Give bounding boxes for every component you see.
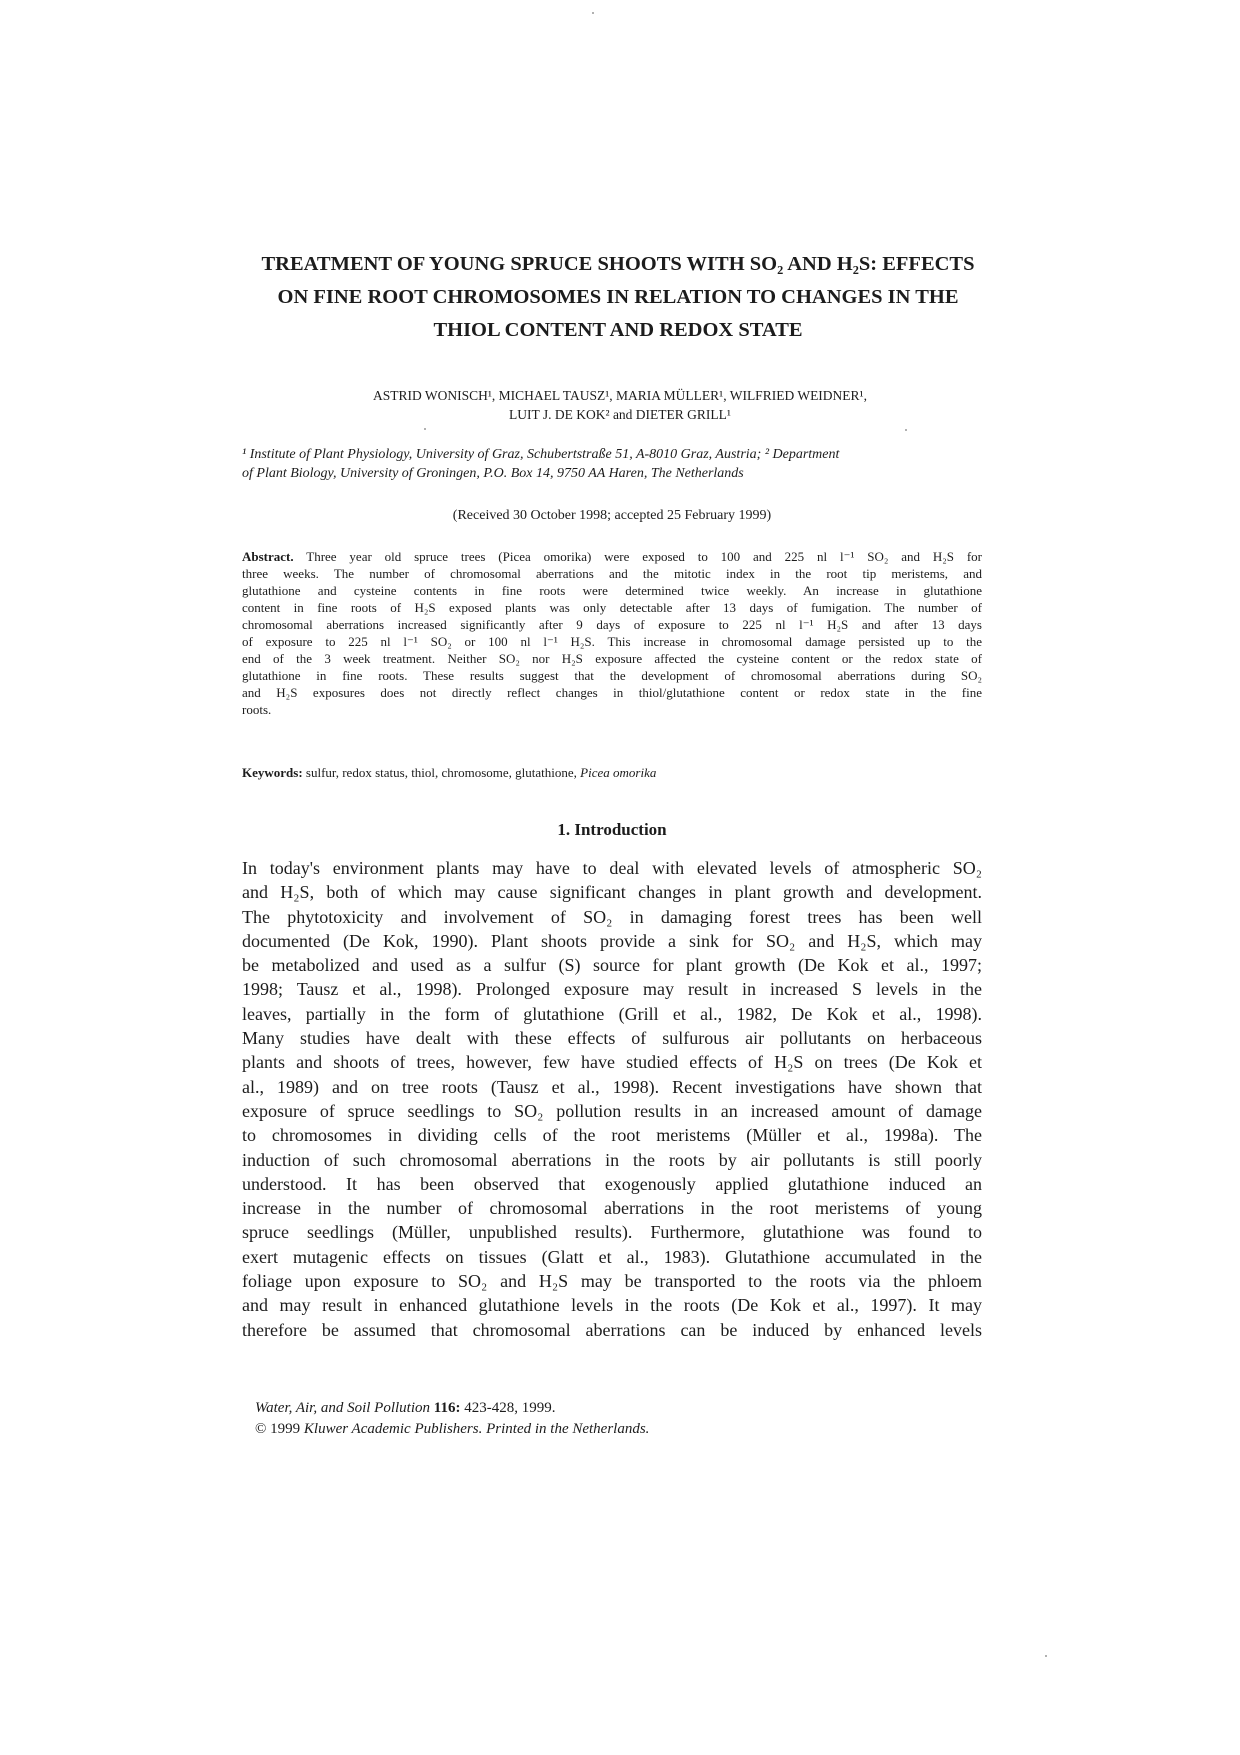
body-line: Many studies have dealt with these effects of sulfurous air pollutants on herbaceous	[242, 1028, 982, 1049]
body-line: 1998; Tausz et al., 1998). Prolonged exposure may result in increased S levels in the	[242, 979, 982, 1000]
copyright-line	[255, 1419, 649, 1440]
keywords-text: sulfur, redox status, thiol, chromosome, glutathione,	[305, 765, 577, 780]
body-line: exposure of spruce seedlings to SO₂ pollution results in an increased amount of damage	[242, 1100, 982, 1121]
body-line: exert mutagenic effects on tissues (Glatt et al., 1983). Glutathione accumulated in the	[242, 1246, 982, 1267]
body-line: leaves, partially in the form of glutathione (Grill et al., 1982, De Kok et al., 1998).	[242, 1003, 982, 1024]
author-list	[250, 386, 990, 424]
body-line: In today's environment plants may have to deal with elevated levels of atmospheric SO₂	[242, 858, 982, 878]
abstract-line: glutathione in fine roots. These results suggest that the development of chromosomal aberrations during SO₂	[242, 668, 982, 683]
body-line: The phytotoxicity and involvement of SO₂ in damaging forest trees has been well	[242, 906, 982, 927]
abstract-line: glutathione and cysteine contents in fine roots were determined twice weekly. An increase in glutathione	[242, 583, 982, 598]
keywords	[242, 765, 982, 781]
abstract	[242, 548, 982, 718]
section-heading: 1. Introduction	[557, 820, 667, 839]
body-line: and may result in enhanced glutathione levels in the roots (De Kok et al., 1997). It may	[242, 1295, 982, 1316]
publisher-note: Kluwer Academic Publishers. Printed in the Netherlands.	[303, 1421, 650, 1437]
scan-speck	[1045, 1655, 1047, 1657]
affiliation-line: of Plant Biology, University of Groningen, P.O. Box 14, 9750 AA Haren, The Netherlands	[242, 466, 744, 481]
body-line: plants and shoots of trees, however, few have studied effects of H₂S on trees (De Kok et	[242, 1052, 982, 1073]
body-line: al., 1989) and on tree roots (Tausz et al., 1998). Recent investigations have shown that	[242, 1076, 982, 1097]
body-line: spruce seedlings (Müller, unpublished results). Furthermore, glutathione was found to	[242, 1222, 982, 1243]
abstract-line: content in fine roots of H₂S exposed plants was only detectable after 13 days of fumigation. The number of	[242, 600, 982, 615]
paper-title	[238, 248, 998, 347]
body-line: induction of such chromosomal aberrations in the roots by air pollutants is still poorly	[242, 1149, 982, 1170]
abstract-line	[242, 548, 982, 565]
body-line: and H₂S, both of which may cause significant changes in plant growth and development.	[242, 882, 982, 903]
body-line: be metabolized and used as a sulfur (S) source for plant growth (De Kok et al., 1997;	[242, 955, 982, 976]
scan-speck	[592, 12, 594, 14]
scan-speck	[905, 429, 907, 431]
body-line: therefore be assumed that chromosomal aberrations can be induced by enhanced levels	[242, 1319, 982, 1340]
citation-footer	[255, 1398, 649, 1440]
journal-volume: 116:	[433, 1400, 461, 1416]
abstract-line: of exposure to 225 nl l⁻¹ SO₂ or 100 nl l⁻¹ H₂S. This increase in chromosomal damage persisted up to the	[242, 634, 982, 649]
body-line: increase in the number of chromosomal aberrations in the root meristems of young	[242, 1198, 982, 1219]
scan-speck	[424, 428, 426, 430]
abstract-text: Three year old spruce trees (Picea omorika) were exposed to 100 and 225 nl l⁻¹ SO₂ and H₂S for	[306, 549, 983, 564]
abstract-line: and H₂S exposures does not directly reflect changes in thiol/glutathione content or redox state in the fine	[242, 685, 982, 700]
introduction-text	[242, 856, 982, 1342]
title-line: TREATMENT OF YOUNG SPRUCE SHOOTS WITH SO₂ AND H₂S: EFFECTS	[261, 253, 975, 275]
copyright-mark: © 1999	[255, 1421, 301, 1437]
keywords-label: Keywords:	[242, 765, 303, 780]
body-line: foliage upon exposure to SO₂ and H₂S may be transported to the roots via the phloem	[242, 1271, 982, 1292]
affiliations	[242, 445, 982, 483]
abstract-line: end of the 3 week treatment. Neither SO₂ nor H₂S exposure affected the cysteine content or the redox state of	[242, 651, 982, 666]
journal-citation	[255, 1398, 649, 1419]
body-line: to chromosomes in dividing cells of the root meristems (Müller et al., 1998a). The	[242, 1125, 982, 1146]
author-line: LUIT J. DE KOK² and DIETER GRILL¹	[509, 407, 731, 422]
abstract-label: Abstract.	[242, 549, 294, 564]
abstract-line: three weeks. The number of chromosomal aberrations and the mitotic index in the root tip meristems, and	[242, 566, 982, 581]
body-line: documented (De Kok, 1990). Plant shoots provide a sink for SO₂ and H₂S, which may	[242, 930, 982, 951]
author-line: ASTRID WONISCH¹, MICHAEL TAUSZ¹, MARIA MÜLLER¹, WILFRIED WEIDNER¹,	[373, 388, 867, 403]
received-dates: (Received 30 October 1998; accepted 25 February 1999)	[452, 508, 772, 523]
journal-pages-year: 423-428, 1999.	[464, 1400, 556, 1416]
abstract-line: roots.	[242, 702, 272, 717]
title-line: ON FINE ROOT CHROMOSOMES IN RELATION TO CHANGES IN THE	[277, 286, 959, 308]
affiliation-line: ¹ Institute of Plant Physiology, University of Graz, Schubertstraße 51, A-8010 Graz, Austria; ² Department	[242, 447, 840, 462]
journal-name: Water, Air, and Soil Pollution	[255, 1400, 431, 1416]
title-line: THIOL CONTENT AND REDOX STATE	[433, 319, 803, 341]
body-line: understood. It has been observed that exogenously applied glutathione induced an	[242, 1173, 982, 1194]
abstract-line: chromosomal aberrations increased significantly after 9 days of exposure to 225 nl l⁻¹ H₂S and after 13 days	[242, 617, 982, 632]
keywords-species: Picea omorika	[580, 765, 657, 780]
